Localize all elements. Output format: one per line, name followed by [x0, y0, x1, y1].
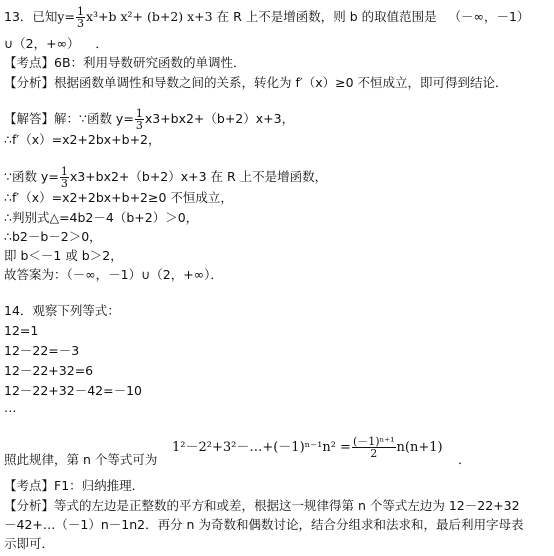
q14-ellipsis: … — [4, 400, 17, 415]
q13-cond2-frac-den: 3 — [60, 177, 68, 190]
q14-formula-left: 1²－2²+3²－…+(－1)ⁿ⁻¹n² = — [172, 440, 351, 455]
q14-number: 14．观察下列等式： — [4, 303, 120, 318]
q13-question-line — [4, 6, 529, 29]
q13-jieda-fraction — [135, 108, 144, 131]
q13-func-lead: y= — [57, 9, 75, 24]
q13-jieda-frac-den: 3 — [135, 119, 143, 132]
q13-solution: 即 b＜－1 或 b＞2， — [4, 248, 123, 263]
q13-frac-num: 1 — [76, 5, 84, 18]
q13-jieda-tail: x3+bx2+（b+2）x+3， — [144, 111, 295, 126]
q13-cond2-frac-num: 1 — [60, 165, 68, 178]
q14-formula-num: (－1)ⁿ⁺¹ — [352, 435, 395, 448]
q13-condition: 在 R 上不是增函数，则 b 的取值范围是 — [216, 9, 437, 24]
q13-answer-end: ． — [95, 36, 108, 51]
q13-frac-den: 3 — [76, 17, 84, 30]
q14-eq-1: 12=1 — [4, 323, 39, 338]
q14-fenxi-1: 【分析】等式的左边是正整数的平方和或差，根据这一规律得第 n 个等式左边为 12－22+32 — [4, 498, 520, 513]
q13-final-answer: 故答案为：（－∞，－1）∪（2，+∞）． — [4, 267, 223, 282]
q13-jieda — [4, 108, 294, 131]
q13-discriminant: ∴判别式△=4b2－4（b+2）＞0， — [4, 210, 199, 225]
q13-kaodian: 【考点】6B：利用导数研究函数的单调性． — [4, 55, 246, 70]
q13-func-tail: x³+b x²+ (b+2) x+3 — [85, 9, 213, 24]
q13-answer-a: （－∞，－1） — [448, 9, 530, 24]
q14-formula-fraction — [352, 436, 396, 459]
q14-formula — [172, 436, 443, 459]
q13-fenxi: 【分析】根据函数单调性和导数之间的关系，转化为 f′（x）≥0 不恒成立，即可得到结论． — [4, 75, 508, 90]
q14-period: ． — [458, 452, 471, 467]
q13-cond2-tail: x3+bx2+（b+2）x+3 在 R 上不是增函数， — [69, 169, 328, 184]
q13-inequality: ∴b2－b－2＞0， — [4, 229, 102, 244]
q14-rule-text: 照此规律，第 n 个等式可为 — [4, 452, 158, 467]
q13-answer-b: ∪（2，+∞） — [4, 36, 80, 51]
q13-jieda-frac-num: 1 — [135, 107, 143, 120]
q13-number: 13．已知 — [4, 9, 58, 24]
q13-cond2 — [4, 166, 327, 189]
q14-formula-den: 2 — [370, 447, 378, 460]
q14-kaodian: 【考点】F1：归纳推理． — [4, 478, 145, 493]
q14-fenxi-3: 示即可． — [4, 536, 55, 551]
q14-formula-tail: n(n+1) — [396, 440, 443, 455]
q13-cond2-fraction — [60, 166, 69, 189]
q13-fraction — [76, 6, 85, 29]
q14-eq-3: 12－22+32=6 — [4, 363, 94, 378]
q13-derivative: ∴f′（x）=x2+2bx+b+2， — [4, 132, 161, 147]
q13-not-always: ∴f′（x）=x2+2bx+b+2≥0 不恒成立， — [4, 190, 233, 205]
q13-cond2-lead: ∵函数 y= — [4, 169, 59, 184]
q13-jieda-lead: 【解答】解：∵函数 y= — [4, 111, 134, 126]
q13-answer-line — [4, 36, 108, 52]
q14-fenxi-2: －42+…（－1）n－1n2．再分 n 为奇数和偶数讨论，结合分组求和法求和，最后利用字母表 — [4, 517, 524, 532]
q14-eq-2: 12－22=－3 — [4, 343, 80, 358]
q14-eq-4: 12－22+32－42=－10 — [4, 383, 142, 398]
